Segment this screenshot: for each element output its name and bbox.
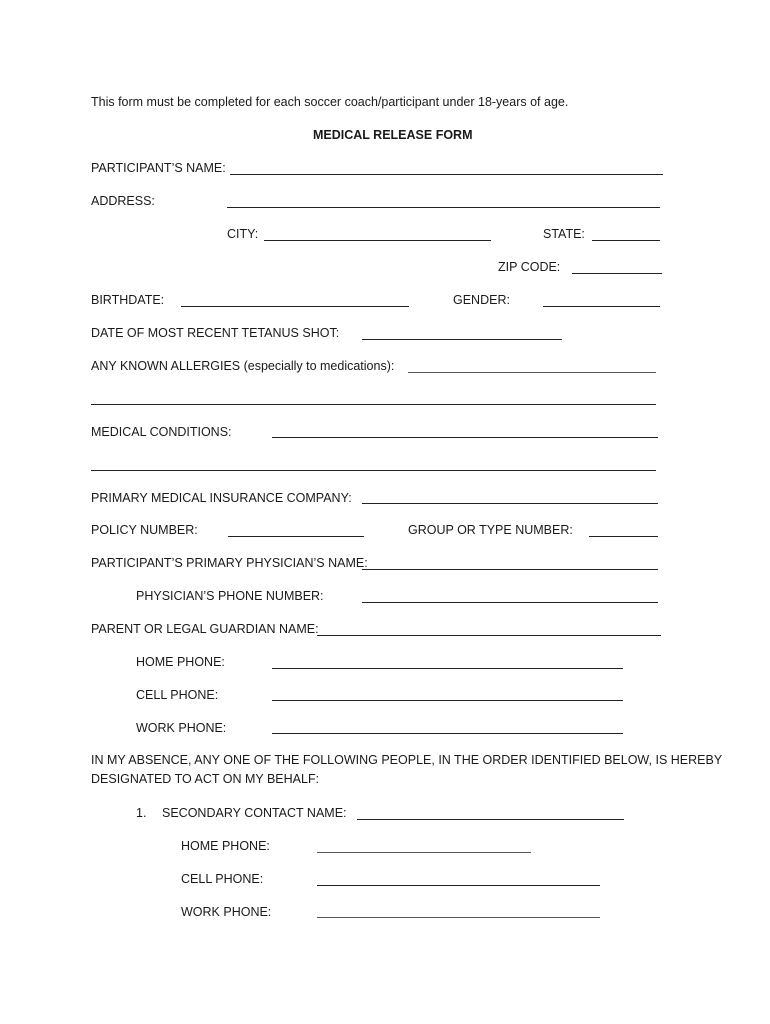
city-line[interactable] xyxy=(264,240,491,241)
absence-text-line2: DESIGNATED TO ACT ON MY BEHALF: xyxy=(91,772,320,786)
secondary-home-phone-line[interactable] xyxy=(317,852,531,853)
zip-label: ZIP CODE: xyxy=(498,260,561,274)
city-label: CITY: xyxy=(227,227,259,241)
conditions-line-2[interactable] xyxy=(91,470,656,471)
policy-line[interactable] xyxy=(228,536,364,537)
tetanus-line[interactable] xyxy=(362,339,562,340)
physician-name-label: PARTICIPANT’S PRIMARY PHYSICIAN’S NAME: xyxy=(91,556,368,570)
allergies-label: ANY KNOWN ALLERGIES (especially to medications): xyxy=(91,359,395,373)
gender-label: GENDER: xyxy=(453,293,510,307)
guardian-line[interactable] xyxy=(317,635,661,636)
policy-label: POLICY NUMBER: xyxy=(91,523,198,537)
work-phone-label: WORK PHONE: xyxy=(136,721,227,735)
birthdate-label: BIRTHDATE: xyxy=(91,293,165,307)
participant-name-label: PARTICIPANT’S NAME: xyxy=(91,161,226,175)
form-title: MEDICAL RELEASE FORM xyxy=(313,128,473,142)
cell-phone-line[interactable] xyxy=(272,700,623,701)
group-label: GROUP OR TYPE NUMBER: xyxy=(408,523,573,537)
tetanus-label: DATE OF MOST RECENT TETANUS SHOT: xyxy=(91,326,340,340)
conditions-label: MEDICAL CONDITIONS: xyxy=(91,425,232,439)
gender-line[interactable] xyxy=(543,306,660,307)
allergies-line-2[interactable] xyxy=(91,404,656,405)
guardian-label: PARENT OR LEGAL GUARDIAN NAME: xyxy=(91,622,319,636)
secondary-name-line[interactable] xyxy=(357,819,624,820)
participant-name-line[interactable] xyxy=(230,174,663,175)
secondary-number: 1. xyxy=(136,806,147,820)
address-line[interactable] xyxy=(227,207,660,208)
secondary-name-label: SECONDARY CONTACT NAME: xyxy=(162,806,347,820)
home-phone-line[interactable] xyxy=(272,668,623,669)
cell-phone-label: CELL PHONE: xyxy=(136,688,219,702)
birthdate-line[interactable] xyxy=(181,306,409,307)
conditions-line[interactable] xyxy=(272,437,658,438)
insurance-label: PRIMARY MEDICAL INSURANCE COMPANY: xyxy=(91,491,352,505)
physician-phone-line[interactable] xyxy=(362,602,658,603)
address-label: ADDRESS: xyxy=(91,194,155,208)
zip-line[interactable] xyxy=(572,273,662,274)
intro-text: This form must be completed for each soccer coach/participant under 18-years of age. xyxy=(91,95,569,109)
state-label: STATE: xyxy=(543,227,585,241)
state-line[interactable] xyxy=(592,240,660,241)
secondary-work-phone-label: WORK PHONE: xyxy=(181,905,272,919)
work-phone-line[interactable] xyxy=(272,733,623,734)
insurance-line[interactable] xyxy=(362,503,658,504)
secondary-home-phone-label: HOME PHONE: xyxy=(181,839,270,853)
physician-name-line[interactable] xyxy=(362,569,658,570)
allergies-line[interactable] xyxy=(408,372,656,373)
physician-phone-label: PHYSICIAN’S PHONE NUMBER: xyxy=(136,589,324,603)
group-line[interactable] xyxy=(589,536,658,537)
secondary-cell-phone-line[interactable] xyxy=(317,885,600,886)
absence-text-line1: IN MY ABSENCE, ANY ONE OF THE FOLLOWING PEOPLE, IN THE ORDER IDENTIFIED BELOW, IS HEREBY xyxy=(91,753,723,767)
secondary-work-phone-line[interactable] xyxy=(317,917,600,918)
secondary-cell-phone-label: CELL PHONE: xyxy=(181,872,264,886)
home-phone-label: HOME PHONE: xyxy=(136,655,225,669)
